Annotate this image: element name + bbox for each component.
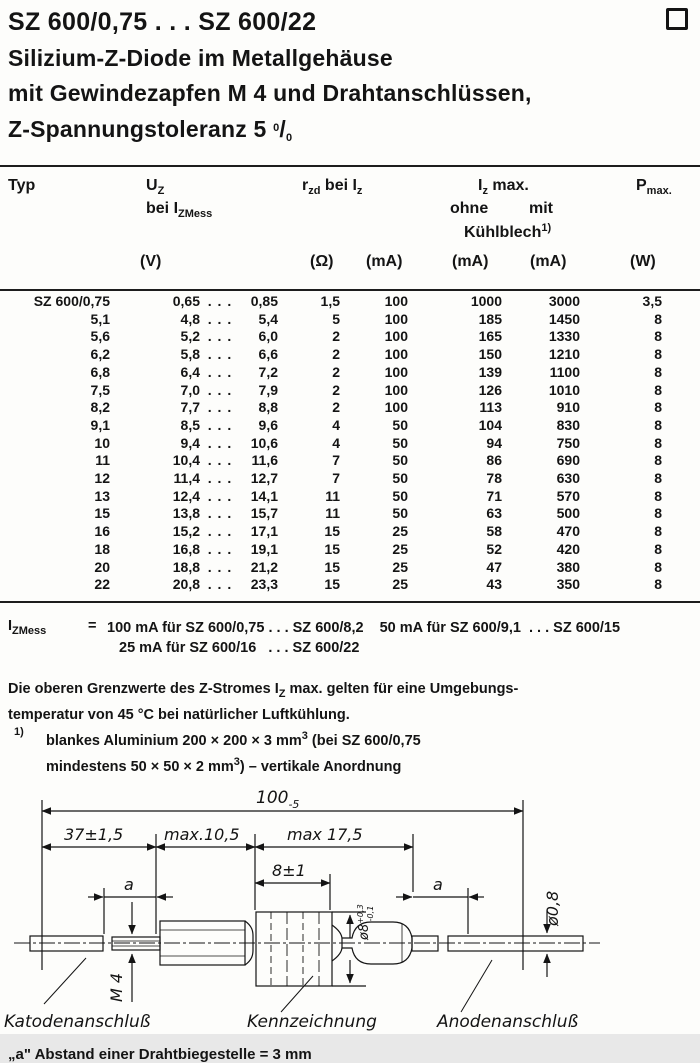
table-row xyxy=(0,311,662,329)
table-cell-rzd: 2 xyxy=(332,399,340,416)
table-cell-uz-min: 15,2 xyxy=(172,523,200,540)
page-title: SZ 600/0,75 . . . SZ 600/22 xyxy=(8,8,317,36)
dim-body-length: max 17,5 xyxy=(287,824,363,844)
table-cell-pmax: 8 xyxy=(654,470,662,487)
table-row xyxy=(0,488,662,506)
outline-drawing xyxy=(0,784,700,1034)
dim-stud-length: max.10,5 xyxy=(164,824,240,844)
table-cell-pmax: 8 xyxy=(654,346,662,363)
table-cell-uz-max: 10,6 xyxy=(250,434,278,451)
dim-wire-diameter: ø0,8 xyxy=(543,890,562,926)
table-cell-uz-min: 13,8 xyxy=(172,505,200,522)
table-cell-uz-max: 6,0 xyxy=(258,328,278,345)
table-cell-iz: 25 xyxy=(392,523,408,540)
table-cell-uz-dots: . . . xyxy=(207,363,233,380)
column-header-ohne: ohne xyxy=(450,200,489,217)
table-cell-uz-min: 5,2 xyxy=(180,328,200,345)
subtitle-line-2: mit Gewindezapfen M 4 und Drahtanschlüssen, xyxy=(8,80,532,106)
table-cell-rzd: 15 xyxy=(324,523,340,540)
table-cell-uz-max: 23,3 xyxy=(250,576,278,593)
unit-rzd: (Ω) xyxy=(310,253,334,270)
table-cell-iz-mit: 3000 xyxy=(548,293,580,309)
table-cell-uz-dots: . . . xyxy=(207,523,233,540)
table-cell-typ: 8,2 xyxy=(90,399,110,416)
izmess-line-1: 100 mA für SZ 600/0,75 . . . SZ 600/8,2 xyxy=(107,619,364,636)
table-cell-rzd: 7 xyxy=(332,452,340,469)
table-cell-iz-mit: 1010 xyxy=(548,381,580,398)
table-cell-pmax: 3,5 xyxy=(642,293,662,309)
table-cell-rzd: 2 xyxy=(332,363,340,380)
table-cell-uz-max: 0,85 xyxy=(250,293,278,309)
table-cell-iz: 100 xyxy=(384,346,408,363)
table-cell-uz-max: 5,4 xyxy=(258,310,278,327)
table-cell-iz-mit: 1210 xyxy=(548,346,580,363)
unit-ohne: (mA) xyxy=(452,253,489,270)
table-cell-rzd: 5 xyxy=(332,310,340,327)
table-cell-uz-min: 0,65 xyxy=(172,293,200,309)
table-cell-uz-min: 10,4 xyxy=(172,452,200,469)
table-cell-uz-max: 12,7 xyxy=(250,470,278,487)
table-cell-rzd: 11 xyxy=(325,487,340,504)
table-cell-pmax: 8 xyxy=(654,558,662,575)
percent-slash: / xyxy=(279,116,287,142)
table-cell-iz-mit: 380 xyxy=(556,558,580,575)
table-cell-uz-min: 4,8 xyxy=(180,310,200,327)
table-cell-uz-max: 19,1 xyxy=(250,540,278,557)
table-cell-iz-ohne: 47 xyxy=(486,558,502,575)
table-cell-iz-ohne: 1000 xyxy=(470,293,502,309)
table-cell-uz-min: 20,8 xyxy=(172,576,200,593)
table-cell-iz-mit: 500 xyxy=(556,505,580,522)
table-cell-iz: 100 xyxy=(384,363,408,380)
table-cell-typ: 5,6 xyxy=(90,328,110,345)
table-cell-pmax: 8 xyxy=(654,505,662,522)
table-cell-uz-max: 9,6 xyxy=(258,416,278,433)
table-cell-rzd: 1,5 xyxy=(320,293,340,309)
table-cell-iz-mit: 910 xyxy=(556,399,580,416)
table-cell-uz-min: 11,4 xyxy=(173,470,200,487)
table-cell-uz-max: 17,1 xyxy=(250,523,278,540)
table-cell-iz: 50 xyxy=(392,452,408,469)
ratings-table xyxy=(0,293,662,594)
limit-note: Die oberen Grenzwerte des Z-Stromes $I_Z$ max. gelten für eine Umgebungs- temperatur von 45 °C bei natürlicher Luftkühlung. xyxy=(8,680,519,723)
table-row xyxy=(0,541,662,559)
table-row xyxy=(0,417,662,435)
table-row xyxy=(0,399,662,417)
table-cell-iz-ohne: 150 xyxy=(478,346,502,363)
column-header-uz: $U_Z$ xyxy=(146,177,165,197)
table-cell-iz-ohne: 63 xyxy=(486,505,502,522)
table-cell-uz-dots: . . . xyxy=(207,505,233,522)
unit-mit: (mA) xyxy=(530,253,567,270)
table-cell-typ: 20 xyxy=(94,558,110,575)
table-cell-pmax: 8 xyxy=(654,523,662,540)
dim-marking-band: 8±1 xyxy=(272,860,306,880)
table-cell-iz-ohne: 104 xyxy=(478,416,502,433)
column-header-pmax: $P_{max.}$ xyxy=(636,177,672,197)
table-cell-rzd: 4 xyxy=(332,434,340,451)
table-cell-uz-max: 14,1 xyxy=(250,487,278,504)
table-cell-iz: 50 xyxy=(392,434,408,451)
table-cell-rzd: 15 xyxy=(324,540,340,557)
label-anode-terminal: Anodenanschluß xyxy=(437,1011,579,1032)
table-cell-iz: 25 xyxy=(392,540,408,557)
unit-iz: (mA) xyxy=(366,253,403,270)
subtitle-line-1: Silizium-Z-Diode im Metallgehäuse xyxy=(8,45,393,71)
subtitle-line-3: Z-Spannungstoleranz 5 $^0$/0 xyxy=(8,116,293,144)
table-cell-pmax: 8 xyxy=(654,363,662,380)
table-cell-iz-ohne: 165 xyxy=(478,328,502,345)
table-cell-typ: 18 xyxy=(94,540,110,557)
percent-numerator: 0 xyxy=(273,122,280,134)
table-row xyxy=(0,559,662,577)
table-cell-rzd: 2 xyxy=(332,346,340,363)
table-cell-uz-dots: . . . xyxy=(207,416,233,433)
table-cell-typ: 16 xyxy=(94,523,110,540)
table-cell-pmax: 8 xyxy=(654,328,662,345)
table-cell-typ: 12 xyxy=(94,470,110,487)
table-cell-iz-mit: 630 xyxy=(556,470,580,487)
column-header-rzd: $r_{zd}$ bei $I_z$ xyxy=(302,177,363,197)
title-row xyxy=(0,0,700,37)
table-cell-uz-max: 7,9 xyxy=(258,381,278,398)
table-cell-iz-ohne: 52 xyxy=(486,540,502,557)
table-cell-pmax: 8 xyxy=(654,434,662,451)
table-cell-iz: 100 xyxy=(384,381,408,398)
table-cell-pmax: 8 xyxy=(654,540,662,557)
dim-a-left: a xyxy=(124,874,134,894)
izmess-note xyxy=(0,618,700,678)
notes-section xyxy=(0,618,700,778)
table-cell-uz-min: 18,8 xyxy=(172,558,200,575)
table-cell-uz-min: 8,5 xyxy=(180,416,200,433)
unit-uz: (V) xyxy=(140,253,162,270)
column-header-typ: Typ xyxy=(8,177,36,194)
table-cell-pmax: 8 xyxy=(654,381,662,398)
table-row xyxy=(0,293,662,311)
table-cell-typ: 11 xyxy=(95,452,110,469)
table-cell-typ: 15 xyxy=(94,505,110,522)
table-cell-typ: 6,2 xyxy=(90,346,110,363)
table-cell-iz-mit: 750 xyxy=(556,434,580,451)
table-row xyxy=(0,346,662,364)
table-cell-uz-min: 12,4 xyxy=(172,487,200,504)
table-row xyxy=(0,382,662,400)
table-cell-iz-mit: 350 xyxy=(556,576,580,593)
table-cell-typ: 6,8 xyxy=(90,363,110,380)
table-cell-iz-mit: 1330 xyxy=(548,328,580,345)
table-cell-rzd: 15 xyxy=(324,576,340,593)
table-row xyxy=(0,576,662,594)
table-cell-iz-ohne: 71 xyxy=(486,487,502,504)
table-cell-iz-ohne: 126 xyxy=(478,381,502,398)
table-cell-pmax: 8 xyxy=(654,310,662,327)
divider-header xyxy=(0,289,700,291)
table-cell-uz-min: 5,8 xyxy=(180,346,200,363)
table-cell-iz: 100 xyxy=(384,310,408,327)
table-cell-pmax: 8 xyxy=(654,576,662,593)
table-cell-typ: 22 xyxy=(94,576,110,593)
table-cell-iz-ohne: 139 xyxy=(478,363,502,380)
table-cell-iz-ohne: 58 xyxy=(486,523,502,540)
footnote-1: 1) blankes Aluminium 200 × 200 × 3 $mm^3$ (bei SZ 600/0,75 mindestens 50 × 50 × 2 $mm^3$) – vertikale Anordnung xyxy=(0,726,692,778)
table-row xyxy=(0,470,662,488)
table-cell-rzd: 2 xyxy=(332,381,340,398)
table-header xyxy=(0,167,700,289)
table-row xyxy=(0,505,662,523)
table-row xyxy=(0,452,662,470)
table-row xyxy=(0,435,662,453)
table-cell-iz-mit: 1100 xyxy=(549,363,580,380)
table-cell-rzd: 7 xyxy=(332,470,340,487)
table-cell-pmax: 8 xyxy=(654,399,662,416)
table-cell-uz-max: 11,6 xyxy=(251,452,278,469)
table-cell-iz-mit: 470 xyxy=(556,523,580,540)
table-cell-iz-mit: 570 xyxy=(556,487,580,504)
table-cell-uz-max: 8,8 xyxy=(258,399,278,416)
table-cell-typ: SZ 600/0,75 xyxy=(33,293,110,309)
dim-thread-m4: M 4 xyxy=(107,972,126,1002)
table-row xyxy=(0,523,662,541)
table-cell-typ: 10 xyxy=(94,434,110,451)
izmess-line-2: 50 mA für SZ 600/9,1 . . . SZ 600/15 xyxy=(379,619,621,636)
table-cell-uz-dots: . . . xyxy=(207,328,233,345)
table-cell-uz-dots: . . . xyxy=(207,470,233,487)
table-cell-uz-min: 7,0 xyxy=(180,381,200,398)
table-cell-uz-dots: . . . xyxy=(207,558,233,575)
table-cell-iz: 50 xyxy=(392,416,408,433)
table-cell-typ: 5,1 xyxy=(90,310,110,327)
table-cell-uz-dots: . . . xyxy=(207,399,233,416)
dim-lead-length: 37±1,5 xyxy=(64,824,124,844)
table-cell-iz-ohne: 86 xyxy=(486,452,502,469)
table-cell-iz: 100 xyxy=(384,293,408,309)
table-cell-iz-mit: 420 xyxy=(556,540,580,557)
table-cell-iz: 25 xyxy=(392,576,408,593)
table-cell-uz-dots: . . . xyxy=(207,310,233,327)
table-cell-rzd: 11 xyxy=(325,505,340,522)
table-cell-iz: 50 xyxy=(392,487,408,504)
table-cell-iz-ohne: 78 xyxy=(486,470,502,487)
table-cell-iz: 100 xyxy=(384,399,408,416)
column-header-mit: mit xyxy=(529,200,553,217)
dim-body-diameter: $ø8^{+0,3}-0,1$ xyxy=(356,904,375,940)
table-cell-uz-dots: . . . xyxy=(207,452,233,469)
table-cell-uz-max: 7,2 xyxy=(258,363,278,380)
table-cell-typ: 7,5 xyxy=(90,381,110,398)
footnote-marker: 1) xyxy=(14,725,24,738)
table-cell-uz-min: 16,8 xyxy=(172,540,200,557)
table-cell-iz-mit: 830 xyxy=(556,416,580,433)
table-cell-iz-ohne: 94 xyxy=(486,434,502,451)
table-cell-iz: 25 xyxy=(392,558,408,575)
dim-a-right: a xyxy=(433,874,443,894)
table-cell-rzd: 15 xyxy=(324,558,340,575)
page-subtitle xyxy=(0,37,700,156)
table-cell-pmax: 8 xyxy=(654,416,662,433)
table-cell-uz-dots: . . . xyxy=(207,487,233,504)
table-row xyxy=(0,364,662,382)
unit-pmax: (W) xyxy=(630,253,656,270)
table-cell-pmax: 8 xyxy=(654,487,662,504)
table-cell-iz-mit: 690 xyxy=(556,452,580,469)
table-cell-typ: 13 xyxy=(94,487,110,504)
table-cell-uz-dots: . . . xyxy=(207,576,233,593)
table-cell-uz-max: 6,6 xyxy=(258,346,278,363)
table-cell-uz-dots: . . . xyxy=(207,346,233,363)
table-cell-pmax: 8 xyxy=(654,452,662,469)
izmess-label: $I_{ZMess}$ xyxy=(8,617,47,637)
table-cell-iz-mit: 1450 xyxy=(548,310,580,327)
table-row xyxy=(0,328,662,346)
table-cell-uz-dots: . . . xyxy=(207,381,233,398)
table-cell-iz: 50 xyxy=(392,470,408,487)
table-cell-uz-min: 7,7 xyxy=(180,399,200,416)
table-cell-uz-dots: . . . xyxy=(207,540,233,557)
table-cell-iz-ohne: 113 xyxy=(479,399,502,416)
table-cell-uz-dots: . . . xyxy=(207,293,233,309)
table-cell-typ: 9,1 xyxy=(90,416,110,433)
table-cell-iz-ohne: 185 xyxy=(478,310,502,327)
divider-table-bottom xyxy=(0,601,700,603)
table-cell-rzd: 2 xyxy=(332,328,340,345)
table-cell-rzd: 4 xyxy=(332,416,340,433)
table-cell-iz: 100 xyxy=(384,328,408,345)
label-cathode-terminal: Katodenanschluß xyxy=(4,1011,151,1032)
table-cell-iz: 50 xyxy=(392,505,408,522)
izmess-line-3: 25 mA für SZ 600/16 . . . SZ 600/22 xyxy=(119,639,360,656)
izmess-equals: = xyxy=(88,617,97,634)
column-header-uz-condition: bei $I_{ZMess}$ xyxy=(146,200,213,220)
table-cell-uz-min: 6,4 xyxy=(180,363,200,380)
table-cell-uz-max: 21,2 xyxy=(250,558,278,575)
bend-distance-note: „a" Abstand einer Drahtbiegestelle = 3 mm xyxy=(8,1045,312,1063)
label-marking: Kennzeichnung xyxy=(247,1011,377,1032)
corner-marker-square xyxy=(666,8,688,30)
table-cell-uz-max: 15,7 xyxy=(250,505,278,522)
column-header-izmax: $I_z$ max. xyxy=(478,177,529,197)
table-cell-uz-dots: . . . xyxy=(207,434,233,451)
table-cell-uz-min: 9,4 xyxy=(180,434,200,451)
table-cell-iz-ohne: 43 xyxy=(486,576,502,593)
column-header-kuehlblech: Kühlblech$^{1)}$ xyxy=(464,222,552,241)
percent-denominator: 0 xyxy=(286,132,293,144)
dim-overall-length: $100_{-5}$ xyxy=(256,787,300,811)
